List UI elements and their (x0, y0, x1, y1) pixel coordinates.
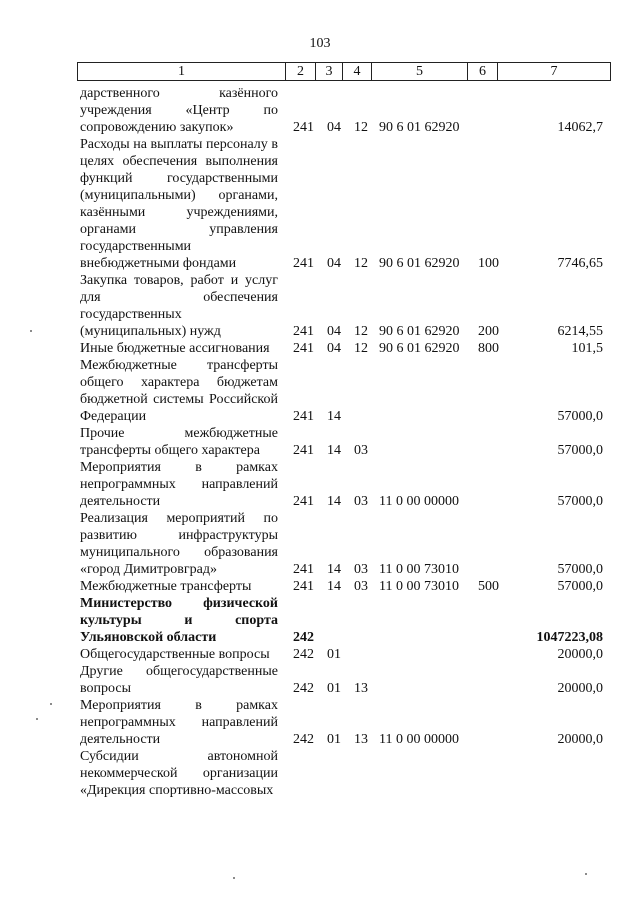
cell-col-5: 11 0 00 73010 (379, 562, 459, 577)
cell-col-2: 241 (293, 494, 314, 509)
cell-col-2: 241 (293, 341, 314, 356)
scan-speck (233, 877, 235, 879)
header-col-6: 6 (468, 63, 498, 80)
cell-col-2: 241 (293, 324, 314, 339)
table-row (0, 595, 640, 646)
cell-col-4: 12 (354, 324, 368, 339)
cell-col-3: 14 (327, 494, 341, 509)
row-description: Закупка товаров, работ и услуг для обеспечения государственных (муниципальных) нужд (80, 273, 278, 339)
cell-col-2: 242 (293, 681, 314, 696)
cell-col-6: 800 (478, 341, 499, 356)
row-description: Прочие межбюджетные трансферты общего характера (80, 426, 278, 458)
cell-col-3: 14 (327, 443, 341, 458)
row-description: Другие общегосударственные вопросы (80, 664, 278, 696)
cell-col-4: 12 (354, 341, 368, 356)
scan-speck (36, 718, 38, 720)
cell-col-4: 03 (354, 579, 368, 594)
cell-col-3: 01 (327, 732, 341, 747)
cell-col-2: 242 (293, 647, 314, 662)
table-row (0, 748, 640, 799)
row-description: дарственного казённого учреждения «Центр по сопровождению закупок» (80, 86, 278, 135)
cell-col-4: 13 (354, 681, 368, 696)
row-description: Расходы на выплаты персоналу в целях обеспечения выполнения функций государственными (муниципальными) органами, казёнными учреждениями, органами управления государственными внебюджетными фондами (80, 137, 278, 271)
cell-col-4: 12 (354, 120, 368, 135)
table-row (0, 272, 640, 340)
cell-col-2: 241 (293, 562, 314, 577)
cell-col-7: 20000,0 (557, 732, 603, 747)
table-row (0, 646, 640, 663)
cell-col-7: 7746,65 (557, 256, 603, 271)
table-row (0, 136, 640, 272)
row-description: Министерство физической культуры и спорта Ульяновской области (80, 596, 278, 645)
cell-col-5: 11 0 00 00000 (379, 494, 459, 509)
cell-col-6: 200 (478, 324, 499, 339)
cell-col-3: 04 (327, 341, 341, 356)
table-row (0, 459, 640, 510)
cell-col-2: 241 (293, 579, 314, 594)
header-col-3: 3 (316, 63, 343, 80)
cell-col-5: 90 6 01 62920 (379, 256, 460, 271)
table-header (77, 62, 611, 81)
cell-col-3: 04 (327, 256, 341, 271)
table-row (0, 425, 640, 459)
cell-col-3: 01 (327, 681, 341, 696)
cell-col-3: 01 (327, 647, 341, 662)
row-description: Мероприятия в рамках непрограммных направлений деятельности (80, 698, 278, 747)
table-row (0, 340, 640, 357)
cell-col-7: 20000,0 (557, 647, 603, 662)
table-row (0, 663, 640, 697)
cell-col-7: 57000,0 (557, 443, 603, 458)
cell-col-7: 57000,0 (557, 562, 603, 577)
cell-col-3: 14 (327, 579, 341, 594)
row-description: Реализация мероприятий по развитию инфраструктуры муниципального образования «город Димитровград» (80, 511, 278, 577)
row-description: Мероприятия в рамках непрограммных направлений деятельности (80, 460, 278, 509)
cell-col-2: 242 (293, 732, 314, 747)
cell-col-2: 242 (293, 630, 314, 645)
header-col-1: 1 (78, 63, 286, 80)
cell-col-2: 241 (293, 409, 314, 424)
cell-col-7: 20000,0 (557, 681, 603, 696)
cell-col-3: 14 (327, 409, 341, 424)
cell-col-2: 241 (293, 120, 314, 135)
table-body (0, 85, 640, 799)
header-col-5: 5 (372, 63, 468, 80)
page-number: 103 (309, 36, 331, 51)
cell-col-7: 101,5 (571, 341, 603, 356)
cell-col-4: 03 (354, 562, 368, 577)
cell-col-5: 90 6 01 62920 (379, 341, 460, 356)
cell-col-3: 04 (327, 120, 341, 135)
table-row (0, 697, 640, 748)
cell-col-3: 04 (327, 324, 341, 339)
table-row (0, 510, 640, 578)
scan-speck (30, 330, 32, 332)
header-col-2: 2 (286, 63, 316, 80)
table-row (0, 578, 640, 595)
scan-speck (50, 703, 52, 705)
cell-col-7: 14062,7 (557, 120, 603, 135)
cell-col-4: 03 (354, 443, 368, 458)
row-description: Межбюджетные трансферты (80, 579, 252, 594)
row-description: Субсидии автономной некоммерческой организации «Дирекция спортивно-массовых (80, 749, 278, 798)
cell-col-7: 57000,0 (557, 494, 603, 509)
cell-col-6: 100 (478, 256, 499, 271)
header-col-4: 4 (343, 63, 372, 80)
cell-col-6: 500 (478, 579, 499, 594)
cell-col-5: 11 0 00 00000 (379, 732, 459, 747)
cell-col-2: 241 (293, 443, 314, 458)
cell-col-3: 14 (327, 562, 341, 577)
cell-col-7: 57000,0 (557, 409, 603, 424)
cell-col-4: 03 (354, 494, 368, 509)
cell-col-7: 6214,55 (557, 324, 603, 339)
row-description: Иные бюджетные ассигнования (80, 341, 270, 356)
cell-col-7: 1047223,08 (536, 630, 603, 645)
row-description: Межбюджетные трансферты общего характера бюджетам бюджетной системы Российской Федерации (80, 358, 278, 424)
cell-col-5: 90 6 01 62920 (379, 324, 460, 339)
row-description: Общегосударственные вопросы (80, 647, 270, 662)
cell-col-5: 90 6 01 62920 (379, 120, 460, 135)
scan-speck (585, 873, 587, 875)
cell-col-4: 12 (354, 256, 368, 271)
cell-col-7: 57000,0 (557, 579, 603, 594)
table-row (0, 85, 640, 136)
cell-col-2: 241 (293, 256, 314, 271)
cell-col-4: 13 (354, 732, 368, 747)
table-row (0, 357, 640, 425)
header-col-7: 7 (550, 64, 558, 79)
cell-col-5: 11 0 00 73010 (379, 579, 459, 594)
